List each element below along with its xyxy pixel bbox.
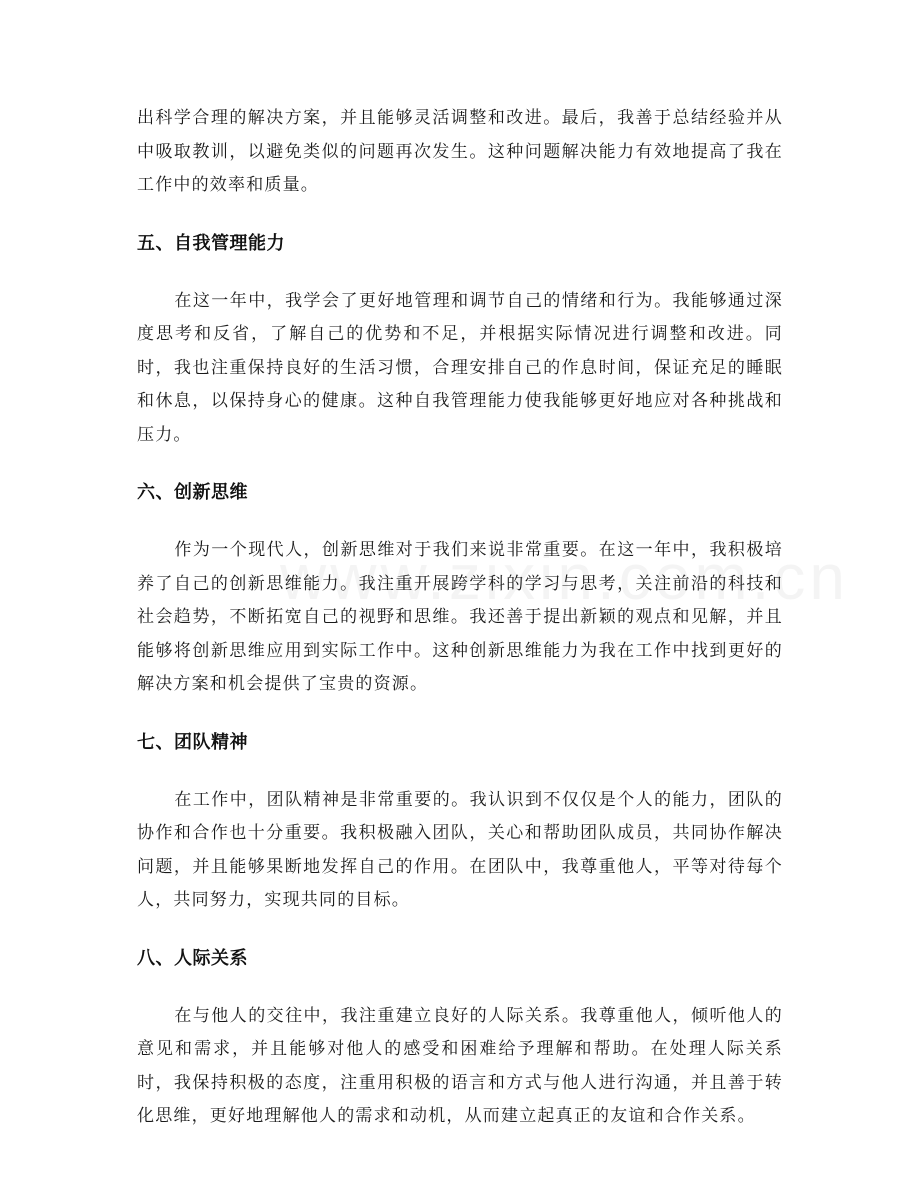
paragraph-self-management: 在这一年中，我学会了更好地管理和调节自己的情绪和行为。我能够通过深度思考和反省，了解自己的优势和不足，并根据实际情况进行调整和改进。同时，我也注重保持良好的生活习惯，合理安排自己的作息时间，保证充足的睡眠和休息，以保持身心的健康。这种自我管理能力使我能够更好地应对各种挑战和压力。	[137, 290, 783, 445]
document-page	[137, 102, 783, 1134]
paragraph-innovation: 作为一个现代人，创新思维对于我们来说非常重要。在这一年中，我积极培养了自己的创新思维能力。我注重开展跨学科的学习与思考，关注前沿的科技和社会趋势，不断拓宽自己的视野和思维。我还善于提出新颖的观点和见解，并且能够将创新思维应用到实际工作中。这种创新思维能力为我在工作中找到更好的解决方案和机会提供了宝贵的资源。	[137, 540, 783, 694]
section-heading-6: 六、创新思维	[137, 482, 248, 503]
paragraph-teamwork: 在工作中，团队精神是非常重要的。我认识到不仅仅是个人的能力，团队的协作和合作也十分重要。我积极融入团队，关心和帮助团队成员，共同协作解决问题，并且能够果断地发挥自己的作用。在团队中，我尊重他人，平等对待每个人，共同努力，实现共同的目标。	[137, 789, 783, 910]
paragraph-relationships: 在与他人的交往中，我注重建立良好的人际关系。我尊重他人，倾听他人的意见和需求，并且能够对他人的感受和困难给予理解和帮助。在处理人际关系时，我保持积极的态度，注重用积极的语言和方式与他人进行沟通，并且善于转化思维，更好地理解他人的需求和动机，从而建立起真正的友谊和合作关系。	[137, 1005, 783, 1126]
paragraph-intro: 出科学合理的解决方案，并且能够灵活调整和改进。最后，我善于总结经验并从中吸取教训，以避免类似的问题再次发生。这种问题解决能力有效地提高了我在工作中的效率和质量。	[137, 108, 783, 195]
section-heading-5: 五、自我管理能力	[137, 232, 285, 254]
section-heading-8: 八、人际关系	[137, 947, 248, 969]
section-heading-7: 七、团队精神	[137, 731, 248, 753]
